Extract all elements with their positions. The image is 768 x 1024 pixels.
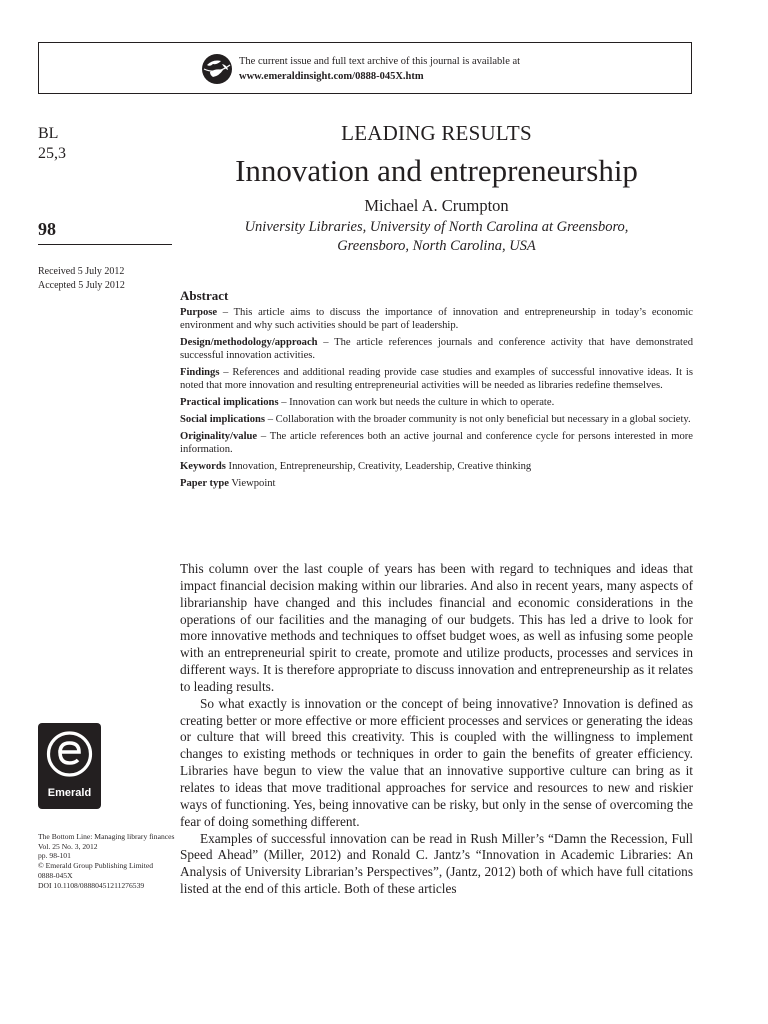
emerald-logo xyxy=(38,723,101,809)
abstract-text: – Innovation can work but needs the culture in which to operate. xyxy=(278,397,555,408)
citation-volume: Vol. 25 No. 3, 2012 xyxy=(38,841,98,851)
journal-access-banner xyxy=(38,42,692,94)
abstract-label: Originality/value xyxy=(180,431,258,442)
affiliation-line1: University Libraries, University of North Carolina at Greensboro, xyxy=(244,219,629,235)
section-heading: LEADING RESULTS xyxy=(341,121,532,145)
citation-issn: 0888-045X xyxy=(38,870,73,880)
page-number: 98 xyxy=(38,219,56,239)
received-date: Received 5 July 2012 xyxy=(38,266,125,277)
citation-copyright: © Emerald Group Publishing Limited xyxy=(38,861,154,871)
abstract-text: – The article references journals and conference activity that have demonstrated successful innovation activities. xyxy=(180,337,693,361)
emerald-globe-icon xyxy=(201,53,233,85)
citation-journal: The Bottom Line: Managing library finances xyxy=(38,832,175,841)
article-body xyxy=(180,561,693,898)
citation-pages: pp. 98-101 xyxy=(38,851,71,861)
banner-text: The current issue and full text archive of this journal is available at xyxy=(239,56,521,67)
article-dates xyxy=(38,265,125,292)
citation-doi: DOI 10.1108/08880451211276539 xyxy=(38,880,145,890)
abstract-text: – References and additional reading provide case studies and examples of successful innovative ideas. It is noted that more innovation and resulting entrepreneurial activities will be needed as libraries redefine themselves. xyxy=(180,367,693,391)
abstract-social xyxy=(180,413,693,426)
body-paragraph: Examples of successful innovation can be read in Rush Miller’s “Damn the Recession, Full Speed Ahead” (Miller, 2012) and Ronald C. Jantz’s “Innovation in Academic Libraries: An Analysis of University Librarian’s Perspectives”, (Jantz, 2012) both of which have full citations listed at the end of this article. Both of these articles xyxy=(180,830,693,897)
abstract-design xyxy=(180,336,693,362)
journal-url-link[interactable]: www.emeraldinsight.com/0888-045X.htm xyxy=(239,71,424,82)
logo-wordmark: Emerald xyxy=(47,787,92,799)
journal-code xyxy=(38,124,66,164)
abstract-text: Viewpoint xyxy=(228,478,276,489)
article-title: Innovation and entrepreneurship xyxy=(235,153,638,188)
abstract-label: Practical implications xyxy=(180,397,279,408)
abstract-label: Paper type xyxy=(180,478,229,489)
abstract-label: Social implications xyxy=(180,414,266,425)
abstract-text: Innovation, Entrepreneurship, Creativity, Leadership, Creative thinking xyxy=(225,461,532,472)
emerald-logo-icon xyxy=(38,723,101,785)
abstract-originality xyxy=(180,430,693,456)
abstract-keywords xyxy=(180,460,693,473)
author-affiliation xyxy=(180,218,693,256)
abstract-label: Purpose xyxy=(180,307,218,318)
abstract-paper-type xyxy=(180,477,693,490)
abstract-findings xyxy=(180,366,693,392)
abstract-text: – The article references both an active journal and conference cycle for persons interested in more information. xyxy=(180,431,693,455)
abstract-heading: Abstract xyxy=(180,288,229,303)
abstract-purpose xyxy=(180,306,693,332)
citation-block xyxy=(38,832,178,890)
abstract-text: – Collaboration with the broader community is not only beneficial but necessary in a global society. xyxy=(265,414,691,425)
abstract xyxy=(180,289,693,494)
abstract-label: Keywords xyxy=(180,461,226,472)
affiliation-line2: Greensboro, North Carolina, USA xyxy=(337,238,536,254)
author-name: Michael A. Crumpton xyxy=(364,196,509,215)
journal-abbrev: BL xyxy=(38,125,59,142)
abstract-text: – This article aims to discuss the importance of innovation and entrepreneurship in today’s economic environment and why such activities should be part of leadership. xyxy=(180,307,693,331)
abstract-label: Findings xyxy=(180,367,220,378)
body-paragraph: This column over the last couple of years has been with regard to techniques and ideas that impact financial decision making within our libraries. And also in recent years, many aspects of librarianship have changed and this includes financial and economic considerations in the operations of our facilities and the managing of our budgets. This has led a drive to look for more innovative methods and techniques to offset budget woes, as well as infusing some people with an entrepreneurial spirit to create, promote and utilize products, processes and services in different ways. It is therefore appropriate to discuss innovation and entrepreneurship as it relates to leading results. xyxy=(180,561,693,694)
journal-volume: 25,3 xyxy=(38,145,66,162)
abstract-label: Design/methodology/approach xyxy=(180,337,318,348)
accepted-date: Accepted 5 July 2012 xyxy=(38,279,125,291)
abstract-practical xyxy=(180,396,693,409)
page-number-rule xyxy=(38,244,172,245)
body-paragraph: So what exactly is innovation or the concept of being innovative? Innovation is defined as creating better or more effective or more efficient processes and services or generating the ideas or culture that will breed this creativity. This is coupled with the willingness to implement changes to existing methods or techniques in order to gain the benefits of greater efficiency. Libraries have begun to view the value that an innovative supportive culture can bring as it relates to ideas that move traditional approaches for service and resources to new and riskier ways of functioning. Yes, being innovative can be risky, but only in the sense of overcoming the fear of doing something different. xyxy=(180,695,693,829)
